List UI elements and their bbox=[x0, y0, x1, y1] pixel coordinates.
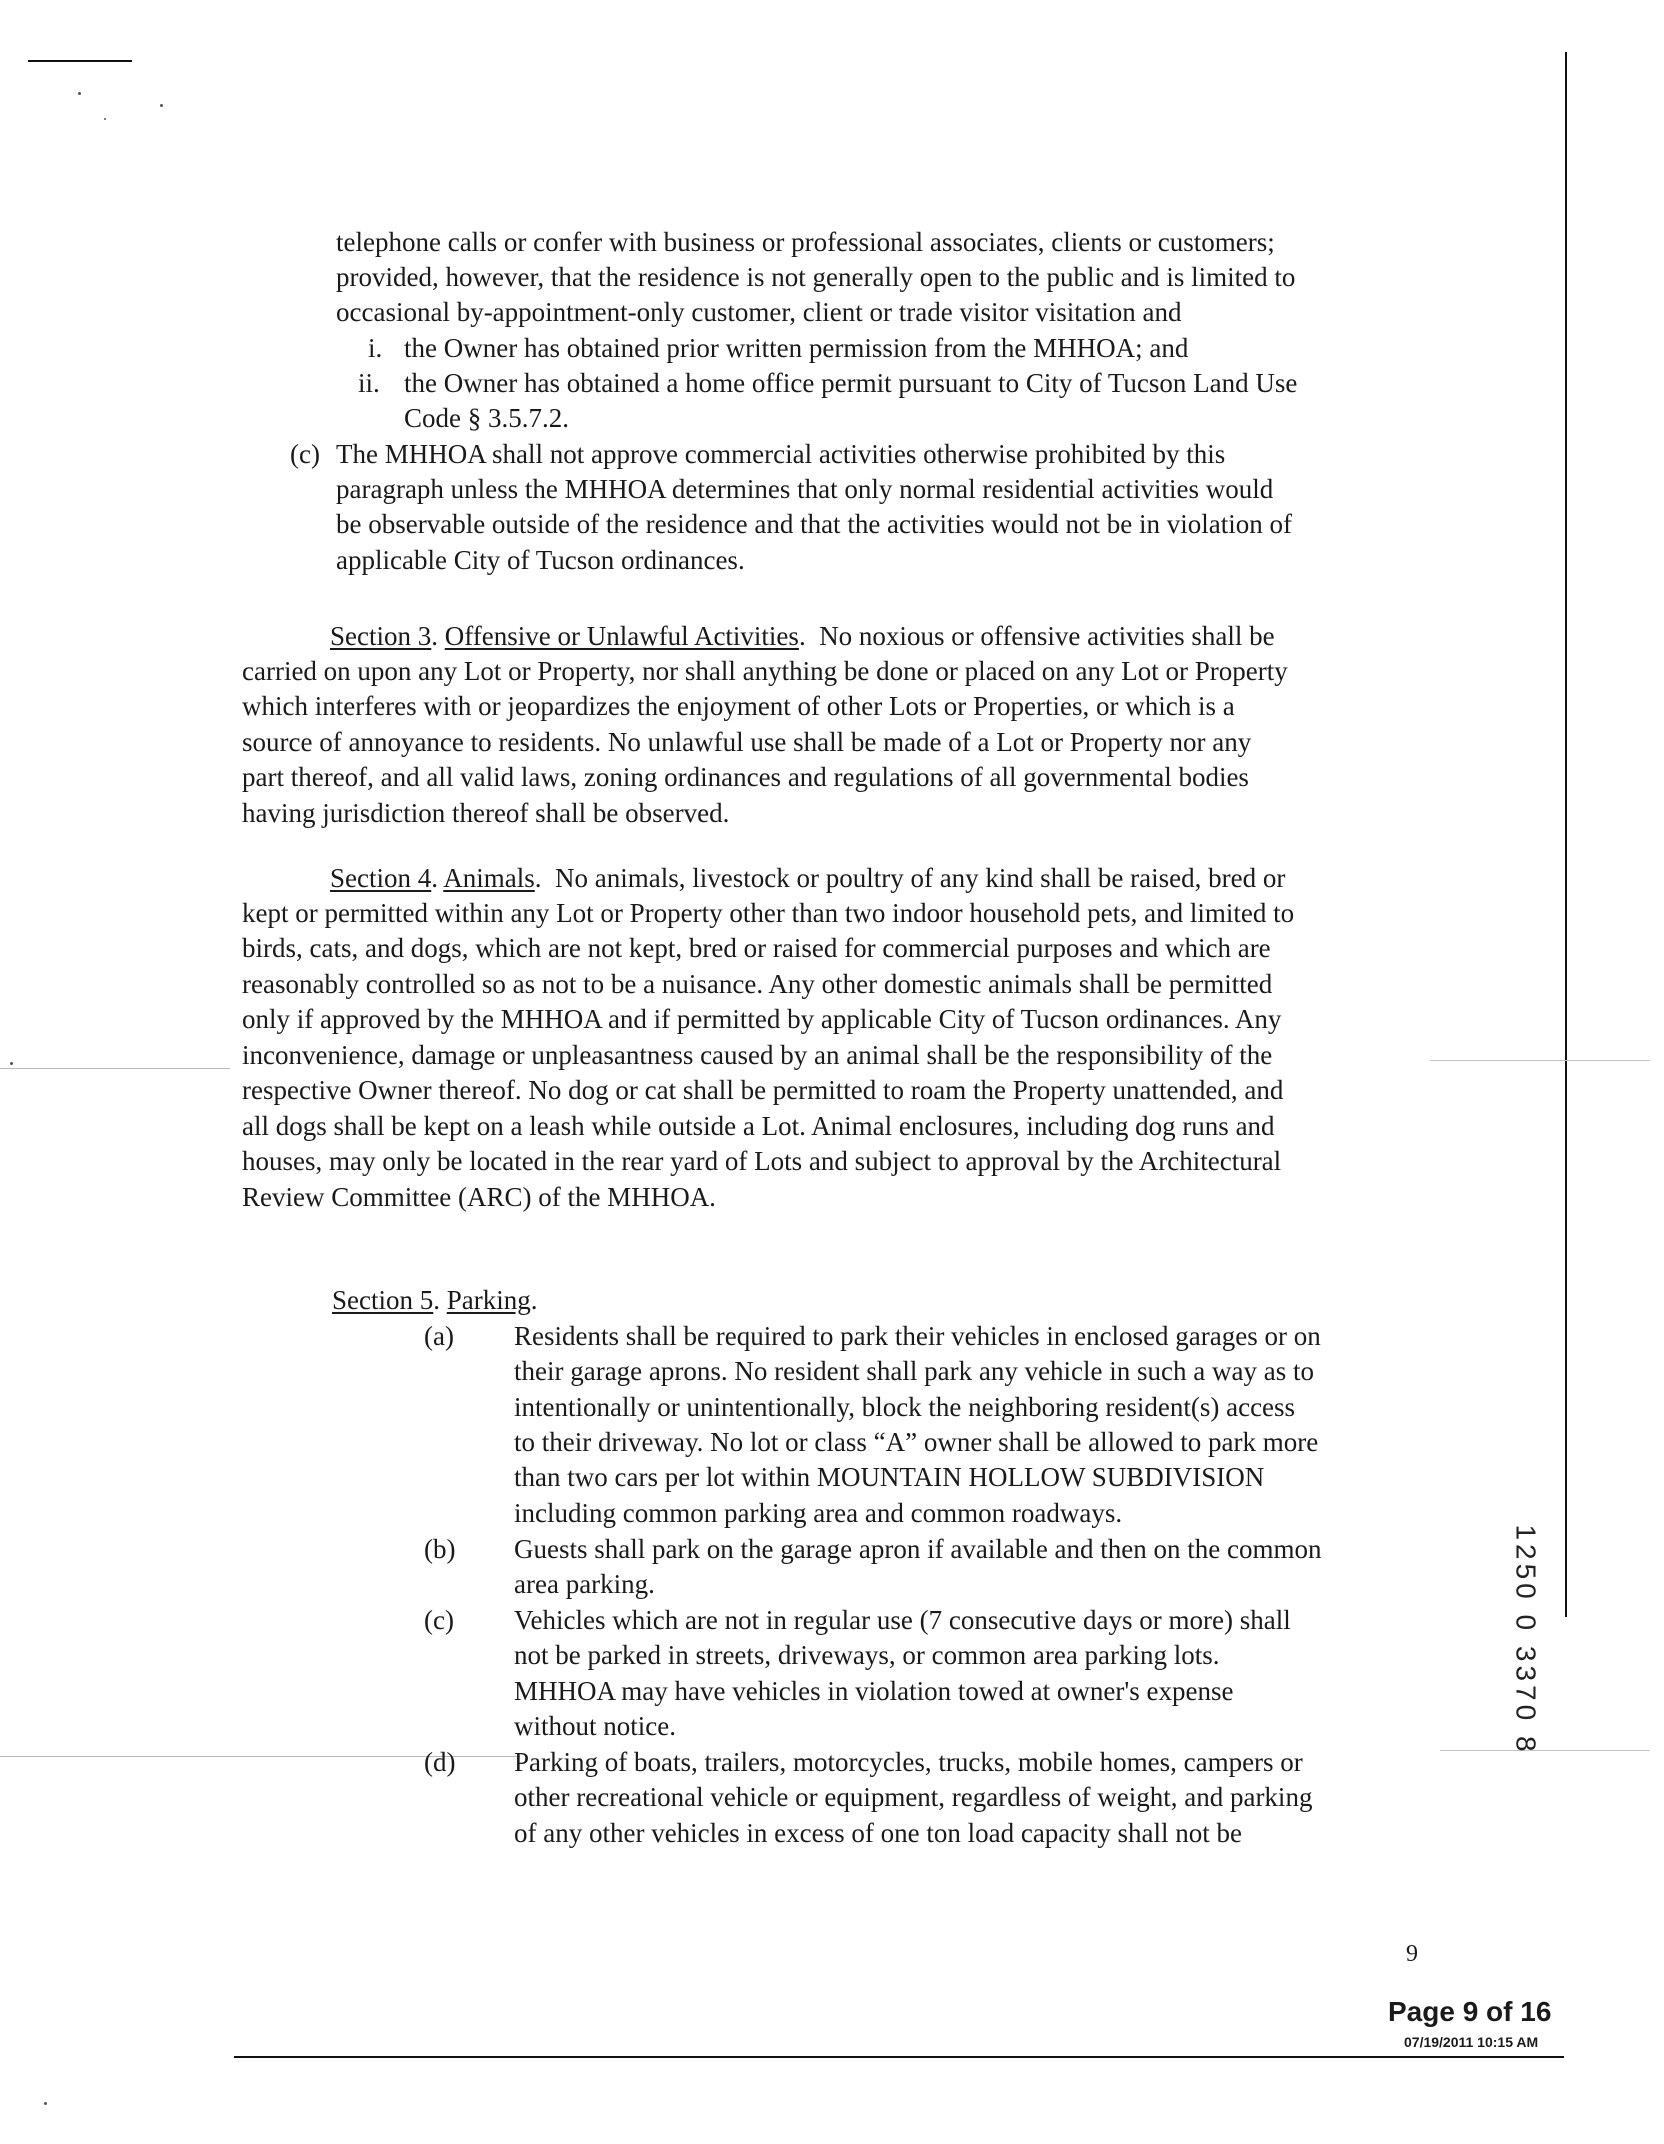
text-line: respective Owner thereof. No dog or cat shall be permitted to roam the Property unattended, and bbox=[242, 1075, 1284, 1105]
margin-stamp-text: 1250 0 3370 8 bbox=[1511, 1524, 1542, 1756]
list-item-text: the Owner has obtained prior written permission from the MHHOA; and bbox=[404, 333, 1189, 363]
footer-rule bbox=[234, 2056, 1564, 2058]
list-marker: ii. bbox=[358, 368, 380, 398]
text-line: Guests shall park on the garage apron if available and then on the common bbox=[514, 1534, 1322, 1564]
scan-speck bbox=[160, 104, 163, 107]
scan-speck bbox=[104, 118, 106, 120]
text-line: having jurisdiction thereof shall be observed. bbox=[242, 798, 730, 828]
list-item-text: Code § 3.5.7.2. bbox=[404, 403, 569, 433]
section-5-label: Section 5 bbox=[332, 1285, 434, 1315]
text-line: No noxious or offensive activities shall be bbox=[819, 621, 1275, 651]
section-4-label: Section 4 bbox=[330, 863, 432, 893]
paragraph-marker: (c) bbox=[290, 439, 320, 469]
text-line: No animals, livestock or poultry of any kind shall be raised, bred or bbox=[555, 863, 1286, 893]
text-line: telephone calls or confer with business or professional associates, clients or customers; bbox=[336, 227, 1275, 257]
scan-speck bbox=[78, 92, 81, 95]
text-line: carried on upon any Lot or Property, nor shall anything be done or placed on any Lot or Property bbox=[242, 656, 1288, 686]
top-left-scan-line bbox=[28, 60, 132, 62]
footer-timestamp: 07/19/2011 10:15 AM bbox=[1404, 2034, 1539, 2050]
section-4-title: Animals bbox=[443, 863, 535, 893]
section-3-label: Section 3 bbox=[330, 621, 432, 651]
text-line: without notice. bbox=[514, 1711, 676, 1741]
text-line: all dogs shall be kept on a leash while outside a Lot. Animal enclosures, including dog runs and bbox=[242, 1111, 1275, 1141]
text-line: including common parking area and common roadways. bbox=[514, 1498, 1123, 1528]
text-line: of any other vehicles in excess of one ton load capacity shall not be bbox=[514, 1818, 1243, 1848]
text-line: than two cars per lot within MOUNTAIN HOLLOW SUBDIVISION bbox=[514, 1462, 1265, 1492]
text-line: Parking of boats, trailers, motorcycles, trucks, mobile homes, campers or bbox=[514, 1747, 1303, 1777]
list-marker: (a) bbox=[424, 1321, 454, 1351]
scan-noise-right-lower bbox=[1440, 1750, 1650, 1751]
text-line: other recreational vehicle or equipment, regardless of weight, and parking bbox=[514, 1782, 1313, 1812]
text-line: reasonably controlled so as not to be a nuisance. Any other domestic animals shall be permitted bbox=[242, 969, 1273, 999]
section-3-heading: Section 3. Offensive or Unlawful Activities. No noxious or offensive activities shall be bbox=[330, 621, 1275, 651]
list-marker: (d) bbox=[424, 1747, 456, 1777]
scan-noise-left bbox=[0, 1068, 230, 1069]
text-line: be observable outside of the residence and that the activities would not be in violation of bbox=[336, 509, 1292, 539]
text-line: not be parked in streets, driveways, or common area parking lots. bbox=[514, 1640, 1220, 1670]
text-line: houses, may only be located in the rear yard of Lots and subject to approval by the Architectural bbox=[242, 1146, 1282, 1176]
right-margin-line bbox=[1565, 52, 1567, 1617]
text-line: part thereof, and all valid laws, zoning ordinances and regulations of all governmental bodies bbox=[242, 762, 1249, 792]
text-line: The MHHOA shall not approve commercial activities otherwise prohibited by this bbox=[336, 439, 1226, 469]
text-line: only if approved by the MHHOA and if permitted by applicable City of Tucson ordinances. Any bbox=[242, 1004, 1282, 1034]
margin-recording-stamp bbox=[1508, 1520, 1544, 1760]
text-line: Vehicles which are not in regular use (7 consecutive days or more) shall bbox=[514, 1605, 1291, 1635]
text-line: Residents shall be required to park their vehicles in enclosed garages or on bbox=[514, 1321, 1321, 1351]
text-line: source of annoyance to residents. No unlawful use shall be made of a Lot or Property nor any bbox=[242, 727, 1252, 757]
list-marker: i. bbox=[368, 333, 383, 363]
text-line: birds, cats, and dogs, which are not kept, bred or raised for commercial purposes and which are bbox=[242, 933, 1271, 963]
list-marker: (b) bbox=[424, 1534, 456, 1564]
text-line: paragraph unless the MHHOA determines that only normal residential activities would bbox=[336, 474, 1274, 504]
footer-page-count: Page 9 of 16 bbox=[1388, 1996, 1552, 2027]
text-line: applicable City of Tucson ordinances. bbox=[336, 545, 745, 575]
scan-noise-right bbox=[1430, 1060, 1650, 1061]
list-marker: (c) bbox=[424, 1605, 454, 1635]
section-5-heading: Section 5. Parking. bbox=[332, 1285, 538, 1315]
page-number: 9 bbox=[1406, 1941, 1418, 1967]
text-line: inconvenience, damage or unpleasantness caused by an animal shall be the responsibility of the bbox=[242, 1040, 1273, 1070]
text-line: which interferes with or jeopardizes the enjoyment of other Lots or Properties, or which is a bbox=[242, 691, 1235, 721]
text-line: provided, however, that the residence is not generally open to the public and is limited to bbox=[336, 262, 1296, 292]
section-5-title: Parking bbox=[446, 1285, 531, 1315]
text-line: Review Committee (ARC) of the MHHOA. bbox=[242, 1182, 716, 1212]
text-line: to their driveway. No lot or class “A” owner shall be allowed to park more bbox=[514, 1427, 1319, 1457]
text-line: their garage aprons. No resident shall park any vehicle in such a way as to bbox=[514, 1356, 1314, 1386]
text-line: occasional by-appointment-only customer, client or trade visitor visitation and bbox=[336, 297, 1182, 327]
list-item-text: the Owner has obtained a home office permit pursuant to City of Tucson Land Use bbox=[404, 368, 1298, 398]
scan-speck bbox=[44, 2102, 47, 2105]
scan-speck bbox=[10, 1062, 13, 1065]
text-line: kept or permitted within any Lot or Property other than two indoor household pets, and limited to bbox=[242, 898, 1295, 928]
text-line: intentionally or unintentionally, block the neighboring resident(s) access bbox=[514, 1392, 1296, 1422]
text-line: MHHOA may have vehicles in violation towed at owner's expense bbox=[514, 1676, 1234, 1706]
text-line: area parking. bbox=[514, 1569, 655, 1599]
section-4-heading: Section 4. Animals. No animals, livestock or poultry of any kind shall be raised, bred or bbox=[330, 863, 1286, 893]
section-3-title: Offensive or Unlawful Activities bbox=[444, 621, 799, 651]
